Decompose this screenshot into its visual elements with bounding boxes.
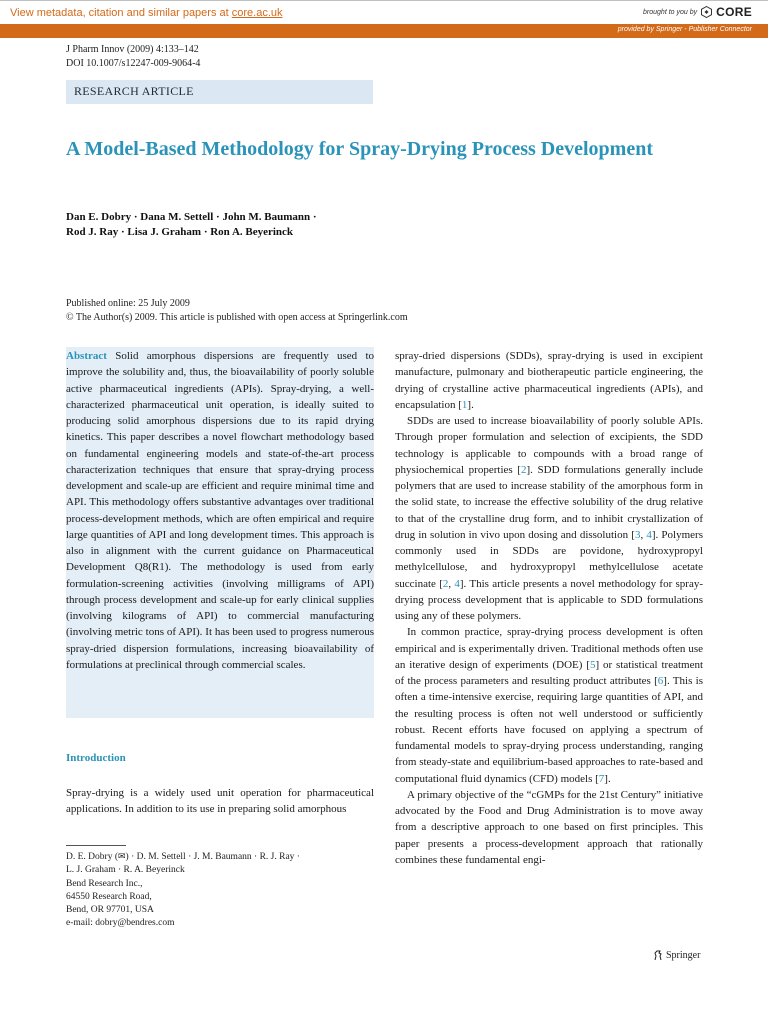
text-run: In common practice, spray-drying process development is often empirical and is experimentally driven. Traditional methods often use an iterative design of experiments (DOE) [ bbox=[395, 626, 703, 671]
affiliation-line-1 bbox=[66, 851, 300, 864]
publication-info bbox=[66, 297, 408, 325]
introduction-paragraph: Spray-drying is a widely used unit operation for pharmaceutical applications. In addition to its use in preparing solid amorphous bbox=[66, 787, 374, 816]
published-date: Published online: 25 July 2009 bbox=[66, 298, 190, 309]
citation-link[interactable]: 2 bbox=[520, 463, 527, 476]
right-column bbox=[395, 348, 703, 868]
journal-citation: J Pharm Innov (2009) 4:133–142 bbox=[66, 44, 199, 55]
brought-to-you-text: brought to you by bbox=[643, 8, 698, 16]
core-link[interactable]: core.ac.uk bbox=[231, 7, 283, 19]
citation-link[interactable]: 5 bbox=[589, 658, 596, 671]
article-type-box bbox=[66, 80, 373, 104]
copyright-notice: © The Author(s) 2009. This article is published with open access at Springerlink.com bbox=[66, 312, 408, 323]
affiliation-block bbox=[66, 851, 300, 931]
affiliation-line-1a: D. E. Dobry ( bbox=[66, 852, 118, 862]
journal-reference bbox=[66, 43, 200, 71]
abstract-body: Solid amorphous dispersions are frequently used to improve the solubility and, thus, the bioavailability of poorly soluble active pharmaceutical ingredients (APIs). Spray-drying, a well-characterized pharmaceutical unit operation, is ideally suited to producing solid amorphous dispersions due to its rapid drying kinetics. This paper describes a novel flowchart methodology based on fundamental engineering models and state-of-the-art process characterization techniques that ensure that spray-drying process development and scale-up are efficient and require minimal time and API. This methodology offers substantive advantages over traditional process-development methods, which are often empirical and require large quantities of API and long development times. This approach is also in alignment with the current guidance on Pharmaceutical Development Q8(R1). The methodology is used from early formulation-screening activities (involving milligrams of API) through process development and scale-up for early clinical supplies (involving kilograms of API) to commercial manufacturing (involving metric tons of API). It has been used to progress numerous spray-dried dispersion formulations, increasing bioavailability of formulations at preclinical through commercial scales. bbox=[66, 350, 375, 671]
citation-link[interactable]: 4 bbox=[454, 577, 460, 590]
core-branding[interactable] bbox=[643, 5, 752, 19]
core-banner bbox=[0, 0, 768, 25]
citation-link[interactable]: 1 bbox=[461, 398, 468, 411]
citation-link[interactable]: 7 bbox=[598, 772, 605, 785]
body-paragraph-2 bbox=[395, 413, 703, 624]
text-run: SDDs are used to increase bioavailability of poorly soluble APIs. Through proper formulation and selection of excipients, the SDD technology is applicable to compounds with a broad range of physiochemical properties [ bbox=[395, 415, 703, 476]
body-paragraph-1 bbox=[395, 348, 703, 413]
body-paragraph-3 bbox=[395, 624, 703, 787]
authors-line-2: Rod J. Ray · Lisa J. Graham · Ron A. Beyerinck bbox=[66, 226, 294, 238]
envelope-icon[interactable]: ✉ bbox=[117, 852, 126, 862]
text-run: ] or statistical treatment of the process parameters and resulting product attributes [ bbox=[395, 658, 704, 687]
publisher-logo bbox=[653, 950, 700, 961]
text-run: , bbox=[448, 577, 455, 590]
introduction-heading: Introduction bbox=[66, 752, 126, 764]
citation-link[interactable]: 3 bbox=[634, 528, 641, 541]
affiliation-line-3: Bend Research Inc., bbox=[66, 878, 143, 889]
footnote-rule bbox=[66, 845, 126, 846]
springer-horse-icon bbox=[653, 950, 663, 961]
paper-title: A Model-Based Methodology for Spray-Drying Process Development bbox=[66, 138, 653, 160]
text-run: ]. bbox=[467, 398, 474, 411]
core-logo-text: CORE bbox=[716, 5, 752, 19]
metadata-prefix: View metadata, citation and similar papers at bbox=[10, 7, 232, 19]
introduction-text bbox=[66, 785, 374, 818]
doi: DOI 10.1007/s12247-009-9064-4 bbox=[66, 58, 201, 69]
abstract-paragraph bbox=[66, 348, 374, 673]
affiliation-email[interactable]: e-mail: dobry@bendres.com bbox=[66, 918, 175, 929]
core-icon bbox=[701, 6, 712, 18]
authors-line-1: Dan E. Dobry · Dana M. Settell · John M. Baumann · bbox=[66, 211, 317, 223]
author-list bbox=[66, 210, 317, 240]
body-paragraph-4: A primary objective of the “cGMPs for the 21st Century” initiative advocated by the Food and Drug Administration is to move away from a descriptive approach to one based on first principles. This paper presents a process-development approach that rationally combines these fundamental engi- bbox=[395, 788, 703, 866]
provider-text[interactable]: provided by Springer - Publisher Connector bbox=[617, 26, 752, 33]
provider-bar bbox=[0, 24, 768, 38]
text-run: , bbox=[640, 528, 647, 541]
publisher-name: Springer bbox=[666, 950, 701, 961]
affiliation-line-4: 64550 Research Road, bbox=[66, 891, 152, 902]
text-run: ]. SDD formulations generally include polymers that are used to increase stability of the amorphous form in the solid state, to increase the effective solubility of the drug relative to that of the crystalline drug form, and to inhibit crystallization of drug in solution in vivo upon dosing and dissolution [ bbox=[395, 463, 703, 541]
text-run: ]. Polymers commonly used in SDDs are povidone, hydroxypropyl methylcellulose, and hydroxypropyl methylcellulose acetate succinate [ bbox=[395, 528, 703, 590]
abstract-label: Abstract bbox=[66, 350, 107, 362]
text-run: ]. This is often a time-intensive exercise, requiring large quantities of API, and the resulting process is often not well understood or sufficiently robust. Recent efforts have focused on applying a spectrum of fundamental models to spray-drying process understanding, ranging from steady-state and equilibrium-based approaches to rate-based and computational fluid dynamics (CFD) models [ bbox=[395, 675, 703, 785]
text-run: ]. This article presents a novel methodology for spray-drying process development that is applicable to SDD formulations using any of these polymers. bbox=[395, 577, 704, 622]
citation-link[interactable]: 6 bbox=[657, 675, 664, 687]
metadata-notice bbox=[10, 7, 283, 19]
citation-link[interactable]: 2 bbox=[442, 577, 449, 590]
affiliation-line-5: Bend, OR 97701, USA bbox=[66, 905, 154, 916]
citation-link[interactable]: 4 bbox=[646, 528, 652, 541]
text-run: spray-dried dispersions (SDDs), spray-drying is used in excipient manufacture, pulmonary and biotherapeutic particle engineering, the drying of crystalline active pharmaceutical ingredients (APIs), and encapsulation [ bbox=[395, 350, 703, 411]
affiliation-line-2: L. J. Graham · R. A. Beyerinck bbox=[66, 865, 185, 876]
article-type-label: RESEARCH ARTICLE bbox=[74, 84, 194, 98]
affiliation-line-1b: ) · D. M. Settell · J. M. Baumann · R. J. Ray · bbox=[125, 852, 300, 862]
abstract bbox=[66, 348, 374, 673]
text-run: ]. bbox=[604, 772, 611, 785]
